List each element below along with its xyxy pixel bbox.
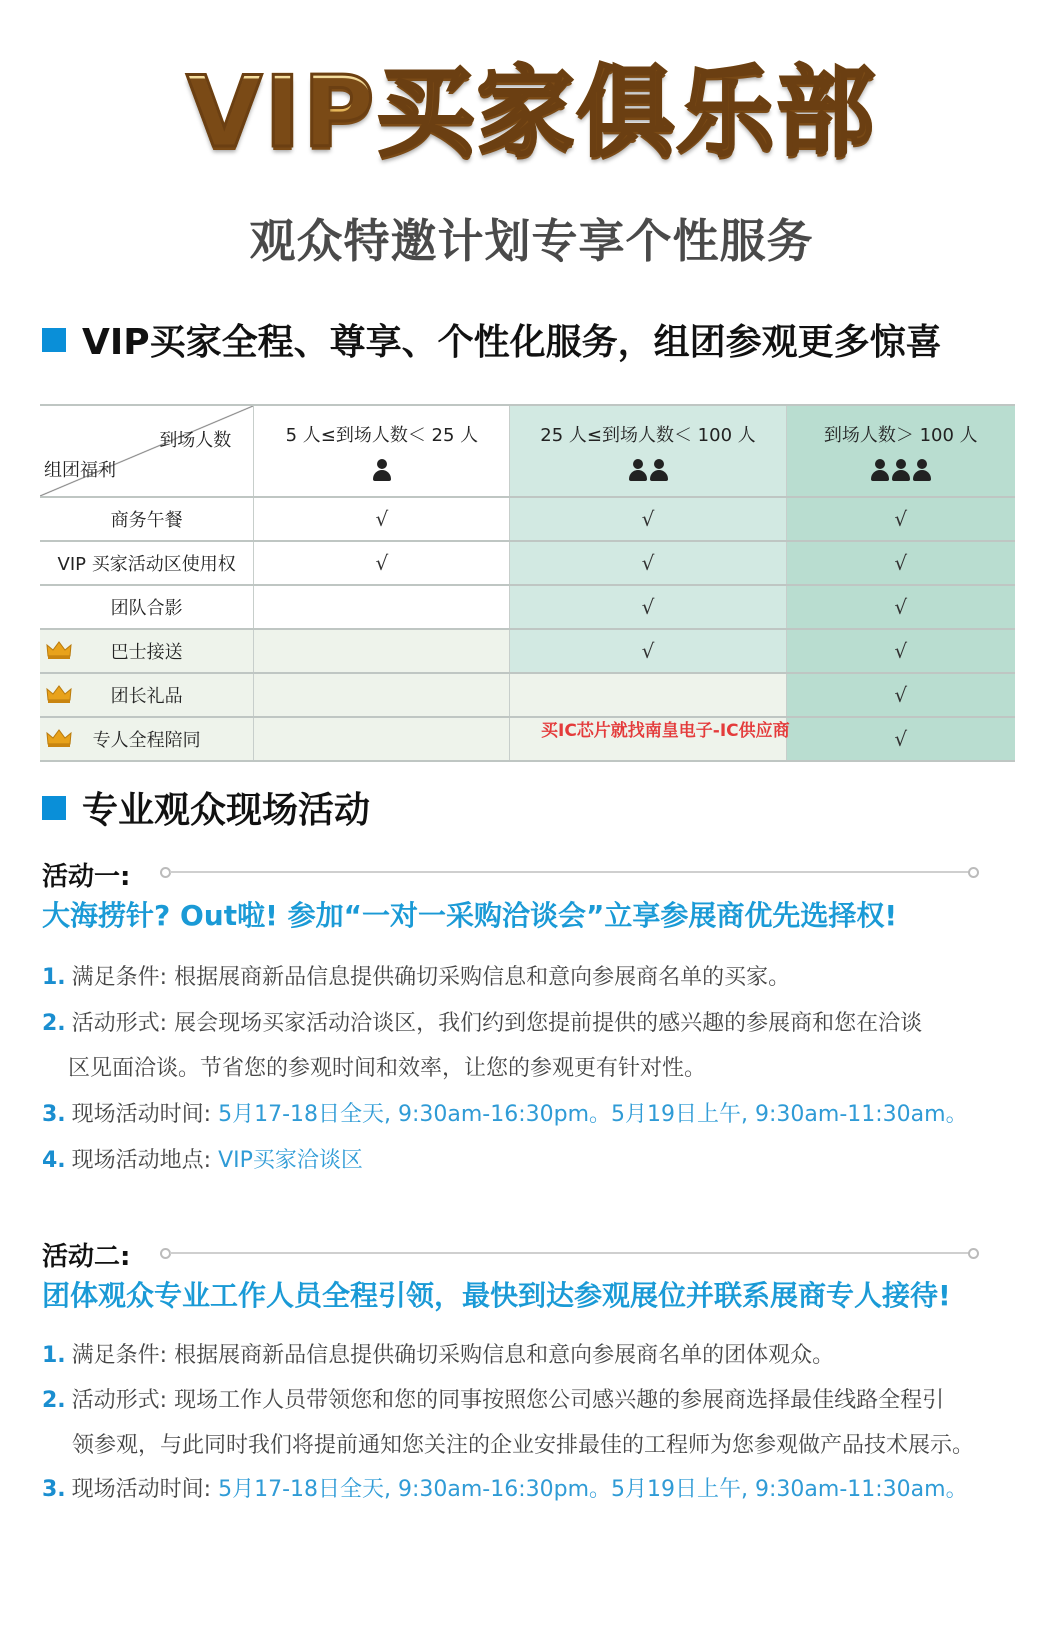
activity-1-label: 活动一: — [42, 862, 131, 892]
benefit-cell — [510, 673, 786, 717]
benefit-cell — [786, 541, 1015, 585]
benefit-cell — [510, 629, 786, 673]
check-mark-icon: √ — [641, 595, 655, 619]
row-label: 团长礼品 — [110, 686, 183, 707]
activity-1-title: 大海捞针? Out啦! 参加“一对一采购洽谈会”立享参展商优先选择权! — [42, 899, 898, 932]
table-header-row — [40, 405, 1015, 497]
benefit-cell — [510, 497, 786, 541]
column-header-large-group — [786, 405, 1015, 497]
three-people-icon — [871, 459, 931, 481]
row-label-cell — [40, 541, 254, 585]
benefit-cell — [254, 629, 510, 673]
benefit-cell — [510, 541, 786, 585]
activity-2-item-2: 2. 活动形式: 现场工作人员带领您和您的同事按照您公司感兴趣的参展商选择最佳线路全程引 — [42, 1388, 945, 1413]
row-label: 巴士接送 — [110, 642, 183, 663]
activity-2-title: 团体观众专业工作人员全程引领，最快到达参观展位并联系展商专人接待! — [42, 1279, 951, 1312]
check-mark-icon: √ — [894, 507, 908, 531]
section-heading-vip-services — [42, 314, 942, 365]
row-label: VIP 买家活动区使用权 — [57, 554, 236, 575]
column-header-text: 到场人数＞ 100 人 — [823, 425, 978, 446]
hero-title: VIP买家俱乐部 — [0, 62, 1063, 165]
benefit-cell — [786, 673, 1015, 717]
row-label-cell — [40, 673, 254, 717]
square-bullet-icon — [42, 328, 66, 352]
activity-2-item-2-continued: 领参观，与此同时我们将提前通知您关注的企业安排最佳的工程师为您参观做产品技术展示。 — [72, 1433, 975, 1458]
row-label: 团队合影 — [110, 598, 183, 619]
row-label-cell — [40, 717, 254, 761]
row-label-cell — [40, 629, 254, 673]
single-person-icon — [373, 459, 391, 481]
check-mark-icon: √ — [894, 595, 908, 619]
divider-line — [170, 871, 970, 873]
activity-2-item-1: 1. 满足条件: 根据展商新品信息提供确切采购信息和意向参展商名单的团体观众。 — [42, 1343, 835, 1368]
benefit-cell — [254, 541, 510, 585]
hero-subtitle: 观众特邀计划专享个性服务 — [249, 214, 814, 268]
rule-dot-right — [968, 867, 979, 878]
benefits-table — [40, 404, 1015, 762]
activity-2-label: 活动二: — [42, 1242, 131, 1272]
activity-1-item-2-continued: 区见面洽谈。节省您的参观时间和效率，让您的参观更有针对性。 — [68, 1056, 707, 1081]
check-mark-icon: √ — [641, 507, 655, 531]
row-label: 专人全程陪同 — [92, 730, 201, 751]
benefit-cell — [254, 585, 510, 629]
activity-1-item-3: 3. 现场活动时间: 5月17-18日全天, 9:30am-16:30pm。5月19日上午, 9:30am-11:30am。 — [42, 1102, 968, 1127]
table-row — [40, 629, 1015, 673]
benefit-cell — [786, 585, 1015, 629]
section-heading-text: VIP买家全程、尊享、个性化服务，组团参观更多惊喜 — [82, 322, 942, 363]
check-mark-icon: √ — [894, 639, 908, 663]
benefit-cell — [786, 497, 1015, 541]
check-mark-icon: √ — [641, 639, 655, 663]
section-heading-activities — [42, 782, 370, 833]
row-label: 商务午餐 — [110, 510, 183, 531]
corner-label-attendees: 到场人数 — [159, 430, 232, 451]
column-header-small-group — [254, 405, 510, 497]
benefit-cell — [254, 497, 510, 541]
activity-1-item-2: 2. 活动形式: 展会现场买家活动洽谈区，我们约到您提前提供的感兴趣的参展商和您在洽谈 — [42, 1011, 923, 1036]
table-row — [40, 497, 1015, 541]
activity-1-item-1: 1. 满足条件: 根据展商新品信息提供确切采购信息和意向参展商名单的买家。 — [42, 965, 791, 990]
rule-dot-right — [968, 1248, 979, 1259]
activity-1-item-4: 4. 现场活动地点: VIP买家洽谈区 — [42, 1148, 363, 1173]
benefit-cell — [786, 717, 1015, 761]
activity-2-item-3: 3. 现场活动时间: 5月17-18日全天, 9:30am-16:30pm。5月19日上午, 9:30am-11:30am。 — [42, 1477, 968, 1502]
two-people-icon — [629, 459, 668, 481]
square-bullet-icon — [42, 796, 66, 820]
check-mark-icon: √ — [894, 551, 908, 575]
column-header-medium-group — [510, 405, 786, 497]
divider-line — [170, 1252, 970, 1254]
table-row — [40, 673, 1015, 717]
check-mark-icon: √ — [894, 727, 908, 751]
benefit-cell — [254, 717, 510, 761]
column-header-text: 25 人≤到场人数＜ 100 人 — [540, 425, 756, 446]
row-label-cell — [40, 585, 254, 629]
table-row — [40, 585, 1015, 629]
benefit-cell — [254, 673, 510, 717]
benefit-cell — [786, 629, 1015, 673]
column-header-text: 5 人≤到场人数＜ 25 人 — [285, 425, 479, 446]
table-corner-cell — [40, 405, 254, 497]
corner-label-benefits: 组团福利 — [44, 460, 116, 481]
check-mark-icon: √ — [641, 551, 655, 575]
check-mark-icon: √ — [375, 551, 389, 575]
row-label-cell — [40, 497, 254, 541]
watermark-text: 买IC芯片就找南皇电子-IC供应商 — [541, 721, 790, 741]
table-row — [40, 717, 1015, 761]
section-heading-text: 专业观众现场活动 — [82, 790, 371, 831]
check-mark-icon: √ — [894, 683, 908, 707]
check-mark-icon: √ — [375, 507, 389, 531]
table-row — [40, 541, 1015, 585]
benefit-cell — [510, 585, 786, 629]
